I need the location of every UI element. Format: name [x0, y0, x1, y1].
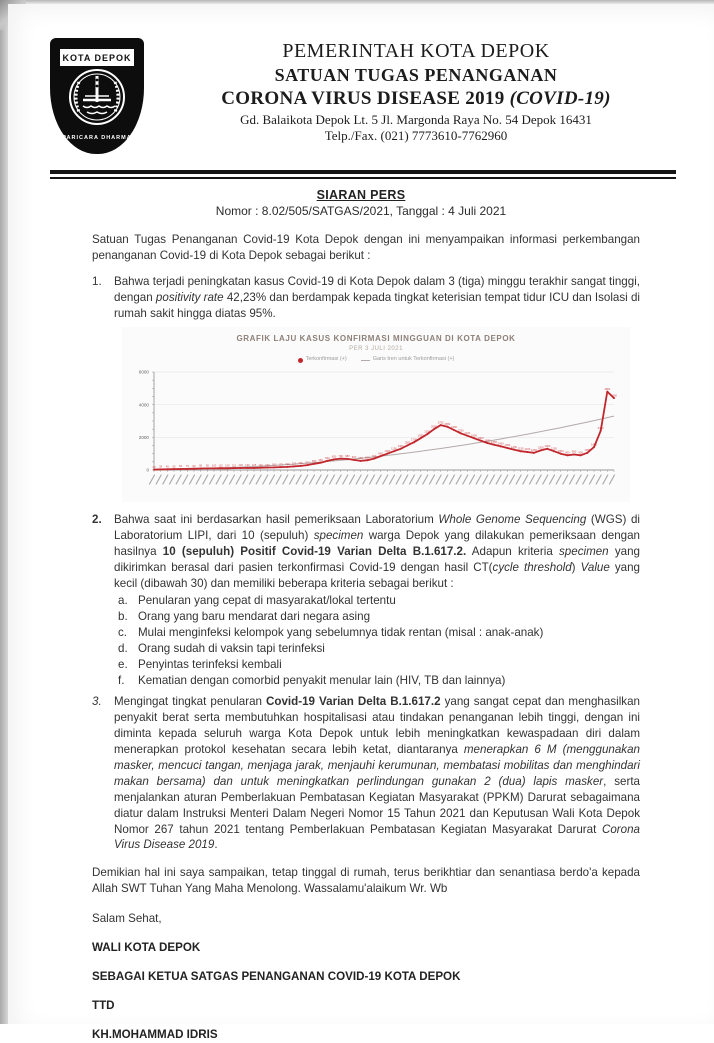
- point-3-text: Mengingat tingkat penularan Covid-19 Varian Delta B.1.617.2 yang sangat cepat dan menghasilkan penyakit berat serta membutuhkan hospitalisasi atau tindakan penanganan lebih tinggi, dengan ini diminta kepada seluruh warga Kota Depok untuk lebih meningkatkan kewaspadaan diri dalam menerapkan protokol kesehatan secara lebih ketat, diantaranya menerapkan 6 M (menggunakan masker, mencuci tangan, menjaga jarak, menjauhi kerumunan, membatasi mobilitas dan menghindari makan bersama) dan untuk meningkatkan perlindungan gunakan 2 (dua) lapis masker, serta menjalankan aturan Pemberlakuan Pembatasan Kegiatan Masyarakat (PPKM) Darurat sebagaimana diatur dalam Instruksi Menteri Dalam Negeri Nomor 15 Tahun 2021 dan Keputusan Wali Kota Depok Nomor 267 tahun 2021 tentang Pemberlakuan Pembatasan Kegiatan Masyarakat Darurat Corona Virus Disease 2019.: [114, 694, 640, 852]
- svg-text:95: 95: [205, 464, 209, 468]
- svg-text:1050: 1050: [584, 448, 591, 452]
- chart-legend: [122, 356, 630, 364]
- point-3-marker: 3.: [92, 694, 102, 708]
- svg-text:140: 140: [258, 463, 263, 467]
- press-release-document: [8, 4, 714, 1042]
- point-1: [92, 274, 640, 322]
- legend-item-trend: [361, 356, 455, 364]
- svg-text:1400: 1400: [591, 443, 597, 447]
- confirmed-series-dot-icon: [298, 358, 303, 363]
- logo-motto: PARICARA DHARMA: [62, 135, 132, 141]
- svg-text:700: 700: [338, 454, 343, 458]
- criteria-item-e: e. Penyintas terinfeksi kembali: [118, 657, 282, 671]
- svg-text:1150: 1150: [551, 447, 557, 451]
- svg-text:45: 45: [165, 465, 169, 469]
- svg-text:850: 850: [378, 452, 383, 456]
- svg-text:1000: 1000: [384, 449, 391, 453]
- svg-text:300: 300: [305, 461, 310, 465]
- svg-text:90: 90: [199, 464, 203, 468]
- svg-text:125: 125: [251, 463, 257, 467]
- legend-label-confirmed: Terkonfirmasi (+): [305, 356, 347, 363]
- svg-text:120: 120: [238, 464, 243, 468]
- chart-canvas: [122, 366, 630, 500]
- svg-text:2500: 2500: [431, 425, 437, 429]
- point-2-criteria-list: [114, 593, 640, 689]
- point-2-text: Bahwa saat ini berdasarkan hasil pemeriksaan Laboratorium Whole Genome Sequencing (WGS) di Laboratorium LIPI, dari 10 (sepuluh) specimen warga Depok yang dilakukan pemeriksaan dengan hasilnya 10 (sepuluh) Positif Covid-19 Varian Delta B.1.617.2. Adapun kriteria specimen yang dikirimkan berasal dari pasien terkonfirmasi Covid-19 dengan hasil CT(cycle threshold) Value yang kecil (dibawah 30) dan memiliki beberapa kriteria sebagai berikut :: [114, 512, 641, 590]
- svg-text:700: 700: [371, 454, 377, 458]
- svg-text:100: 100: [211, 464, 217, 468]
- svg-text:950: 950: [571, 450, 577, 454]
- svg-text:650: 650: [331, 455, 337, 459]
- closing-paragraph: Demikian hal ini saya sampaikan, tetap tinggal di rumah, terus berikhtiar dan senantiasa berdo'a kepada Allah SWT Tuhan Yang Maha Menolong. Wassalamu'alaikum Wr. Wb: [92, 866, 640, 896]
- criteria-item-f: f. Kematian dengan comorbid penyakit menular lain (HIV, TB dan lainnya): [118, 673, 506, 687]
- point-1-marker: 1.: [92, 274, 102, 288]
- svg-text:1200: 1200: [537, 446, 544, 450]
- criteria-item-d: d. Orang sudah di vaksin tapi terinfeksi: [118, 641, 325, 655]
- svg-text:1150: 1150: [391, 447, 397, 451]
- point-3: [92, 694, 640, 854]
- photo-edge-left: [0, 0, 8, 1024]
- svg-text:175: 175: [278, 463, 283, 467]
- svg-text:1000: 1000: [557, 449, 564, 453]
- intro-paragraph: Satuan Tugas Penanganan Covid-19 Kota Depok dengan ini menyampaikan informasi perkembangan penanganan Covid-19 di Kota Depok sebagai berikut :: [92, 233, 640, 262]
- svg-text:560: 560: [358, 456, 363, 460]
- letterhead-disease-name: CORONA VIRUS DISEASE 2019 (COVID-19): [221, 88, 611, 109]
- shield-emblem-icon: [50, 38, 144, 154]
- letterhead-divider: [50, 170, 676, 179]
- criteria-item-b: b. Orang yang baru mendarat dari negara asing: [118, 609, 371, 623]
- svg-text:2200: 2200: [424, 430, 431, 434]
- svg-text:35: 35: [159, 465, 163, 469]
- trend-line-dash-icon: [361, 360, 370, 361]
- svg-text:620: 620: [351, 455, 357, 459]
- svg-text:2250: 2250: [457, 429, 464, 433]
- svg-text:560: 560: [325, 456, 330, 460]
- svg-text:1950: 1950: [417, 434, 424, 438]
- svg-text:450: 450: [318, 458, 323, 462]
- criteria-item-c: c. Mulai menginfeksi kelompok yang sebelumnya tidak rentan (misal : anak-anak): [118, 625, 544, 639]
- svg-text:115: 115: [231, 464, 237, 468]
- weekly-cases-chart: [122, 327, 630, 502]
- svg-text:20: 20: [152, 465, 156, 469]
- svg-text:900: 900: [578, 451, 583, 455]
- letterhead-text: [158, 40, 674, 144]
- svg-text:2750: 2750: [437, 421, 444, 425]
- svg-text:1300: 1300: [544, 444, 551, 448]
- svg-text:4800: 4800: [604, 387, 611, 391]
- svg-text:1250: 1250: [511, 445, 517, 449]
- letterhead-government-name: PEMERINTAH KOTA DEPOK: [282, 40, 550, 62]
- svg-text:110: 110: [218, 464, 223, 468]
- svg-text:1650: 1650: [484, 439, 491, 443]
- svg-text:1500: 1500: [404, 441, 411, 445]
- letterhead-address: Gd. Balaikota Depok Lt. 5 Jl. Margonda Raya No. 54 Depok 16431: [240, 112, 592, 127]
- svg-text:1350: 1350: [504, 443, 511, 447]
- svg-text:190: 190: [285, 462, 290, 466]
- signature-salutation: Salam Sehat,: [92, 912, 162, 926]
- signature-ttd: TTD: [92, 999, 115, 1013]
- point-2-marker: 2.: [92, 512, 102, 526]
- svg-text:1450: 1450: [497, 442, 504, 446]
- svg-text:1550: 1550: [491, 440, 497, 444]
- svg-text:130: 130: [245, 463, 250, 467]
- svg-text:1700: 1700: [411, 438, 417, 442]
- svg-text:150: 150: [265, 463, 270, 467]
- signature-name: KH.MOHAMMAD IDRIS: [92, 1028, 218, 1042]
- svg-text:220: 220: [291, 462, 297, 466]
- svg-text:1050: 1050: [531, 448, 537, 452]
- svg-text:60: 60: [179, 465, 183, 469]
- signature-office: WALI KOTA DEPOK: [92, 941, 201, 955]
- svg-text:2000: 2000: [138, 434, 149, 440]
- document-number-line: Nomor : 8.02/505/SATGAS/2021, Tanggal : 4 Juli 2021: [215, 204, 507, 218]
- svg-text:105: 105: [225, 464, 230, 468]
- letterhead: [8, 4, 714, 162]
- svg-text:2100: 2100: [464, 431, 471, 435]
- svg-text:1100: 1100: [524, 448, 531, 452]
- signature-role: SEBAGAI KETUA SATGAS PENANGANAN COVID-19 KOTA DEPOK: [92, 970, 461, 984]
- svg-text:55: 55: [172, 465, 176, 469]
- svg-text:160: 160: [271, 463, 277, 467]
- svg-text:900: 900: [565, 451, 570, 455]
- point-1-text: Bahwa terjadi peningkatan kasus Covid-19 di Kota Depok dalam 3 (tiga) minggu terakhir sangat tinggi, dengan positivity rate 42,23% dan berdampak kepada tingkat keterisian tempat tidur ICU dan Isolasi di rumah sakit hingga diatas 95%.: [114, 274, 641, 320]
- chart-subtitle: PER 3 JULI 2021: [349, 345, 403, 352]
- svg-text:2650: 2650: [444, 422, 451, 426]
- svg-text:380: 380: [311, 459, 317, 463]
- svg-text:4000: 4000: [138, 402, 149, 408]
- svg-text:2400: 2400: [597, 426, 604, 430]
- legend-label-trend: Garis tren untuk Terkonfirmasi (+): [372, 356, 455, 363]
- svg-text:250: 250: [298, 461, 303, 465]
- letterhead-covid-abbrev: (COVID-19): [509, 88, 611, 109]
- svg-text:70: 70: [185, 464, 189, 468]
- logo-banner-label: KOTA DEPOK: [58, 47, 136, 68]
- svg-text:0: 0: [146, 467, 149, 473]
- letterhead-phone: Telp./Fax. (021) 7773610-7762960: [324, 128, 508, 143]
- svg-text:600: 600: [365, 456, 370, 460]
- letterhead-taskforce-name: SATUAN TUGAS PENANGANAN: [274, 65, 558, 85]
- logo-crest-icon: [59, 66, 135, 128]
- chart-title: GRAFIK LAJU KASUS KONFIRMASI MINGGUAN DI KOTA DEPOK: [236, 333, 516, 343]
- criteria-item-a: a. Penularan yang cepat di masyarakat/lokal tertentu: [118, 593, 396, 607]
- point-2: [92, 512, 640, 689]
- svg-text:1800: 1800: [477, 436, 484, 440]
- signature-block: [92, 911, 640, 1043]
- document-title: SIARAN PERS: [316, 188, 406, 202]
- svg-text:2450: 2450: [451, 425, 457, 429]
- svg-text:6000: 6000: [138, 369, 149, 375]
- svg-text:1300: 1300: [397, 444, 404, 448]
- svg-text:4400: 4400: [611, 394, 617, 398]
- svg-text:80: 80: [192, 464, 196, 468]
- document-body: [92, 232, 640, 1043]
- legend-item-confirmed: [298, 356, 347, 364]
- svg-text:680: 680: [345, 454, 350, 458]
- svg-text:1150: 1150: [517, 447, 524, 451]
- kota-depok-logo: [50, 38, 144, 154]
- svg-text:1950: 1950: [471, 434, 477, 438]
